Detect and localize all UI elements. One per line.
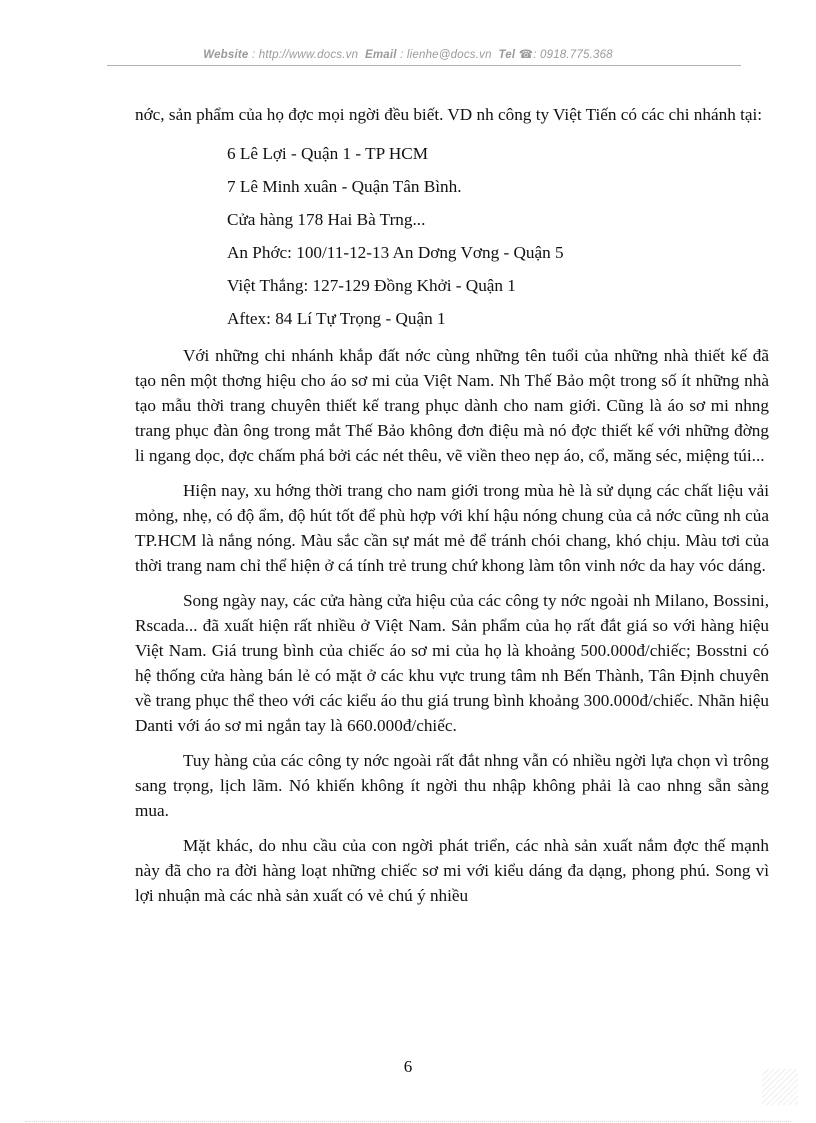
body-paragraph: Với những chi nhánh khắp đất nớc cùng những tên tuổi của những nhà thiết kế đã tạo nên một thơng hiệu cho áo sơ mi của Việt Nam. Nh Thế Bảo một trong số ít những nhà tạo mẫu thời trang chuyên thiết kế trang phục dành cho nam giới. Cũng là áo sơ mi nhng trang phục đàn ông trong mắt Thế Bảo không đơn điệu mà nó đợc thiết kế với những đờng li ngang dọc, đợc chấm phá bởi các nét thêu, vẽ viền theo nẹp áo, cổ, măng séc, miệng túi... (135, 346, 769, 465)
address-item: Việt Thắng: 127-129 Đồng Khởi - Quận 1 (227, 276, 516, 295)
body-paragraph: Tuy hàng của các công ty nớc ngoài rất đắt nhng vẫn có nhiều ngời lựa chọn vì trông sang trọng, lịch lãm. Nó khiến không ít ngời thu nhập không phải là cao nhng sẵn sàng mua. (135, 751, 769, 820)
document-body (135, 102, 769, 918)
page-header (0, 47, 816, 61)
address-item: 6 Lê Lợi - Quận 1 - TP HCM (227, 144, 428, 163)
address-item: 7 Lê Minh xuân - Quận Tân Bình. (227, 177, 462, 196)
address-item: Aftex: 84 Lí Tự Trọng - Quận 1 (227, 309, 446, 328)
footer-divider (25, 1121, 791, 1122)
tel-value: : 0918.775.368 (533, 49, 613, 61)
body-paragraph: Mặt khác, do nhu cầu của con ngời phát triển, các nhà sản xuất nắm đợc thế mạnh này đã cho ra đời hàng loạt những chiếc sơ mi với kiểu dáng đa dạng, phong phú. Song vì lợi nhuận mà các nhà sản xuất có vẻ chú ý nhiều (135, 836, 769, 905)
tel-label: Tel (498, 49, 516, 61)
body-paragraph: Hiện nay, xu hớng thời trang cho nam giới trong mùa hè là sử dụng các chất liệu vải mỏng, nhẹ, có độ ẩm, độ hút tốt để phù hợp với khí hậu nóng chung của cả nớc cũng nh của TP.HCM là nắng nóng. Màu sắc cần sự mát mẻ để tránh chói chang, khó chịu. Màu tơi của thời trang nam chỉ thể hiện ở cá tính trẻ trung chứ khong làm tôn vinh nớc da hay vóc dáng. (135, 481, 769, 575)
header-divider (107, 65, 741, 66)
address-list (227, 137, 769, 335)
page-number: 6 (403, 1057, 413, 1076)
phone-icon: ☎ (518, 49, 534, 61)
website-value: : http://www.docs.vn (251, 49, 359, 61)
address-item: An Phớc: 100/11-12-13 An Dơng Vơng - Quận 5 (227, 243, 564, 262)
email-label: Email (365, 49, 397, 61)
intro-paragraph: nớc, sản phẩm của họ đợc mọi ngời đều biết. VD nh công ty Việt Tiến có các chi nhánh tại: (135, 105, 763, 124)
corner-decoration (762, 1069, 798, 1105)
body-paragraph: Song ngày nay, các cửa hàng cửa hiệu của các công ty nớc ngoài nh Milano, Bossini, Rscada... đã xuất hiện rất nhiều ở Việt Nam. Sản phẩm của họ rất đắt giá so với hàng hiệu Việt Nam. Giá trung bình của chiếc áo sơ mi của họ là khoảng 500.000đ/chiếc; Bosstni có hệ thống cửa hàng bán lẻ có mặt ở các khu vực trung tâm nh Bến Thành, Tân Định chuyên về trang phục thể theo với các kiểu áo thu giá trung bình khoảng 300.000đ/chiếc. Nhãn hiệu Danti với áo sơ mi ngắn tay là 660.000đ/chiếc. (135, 591, 769, 735)
email-value: : lienhe@docs.vn (400, 49, 492, 61)
website-label: Website (203, 49, 249, 61)
address-item: Cửa hàng 178 Hai Bà Trng... (227, 210, 426, 229)
